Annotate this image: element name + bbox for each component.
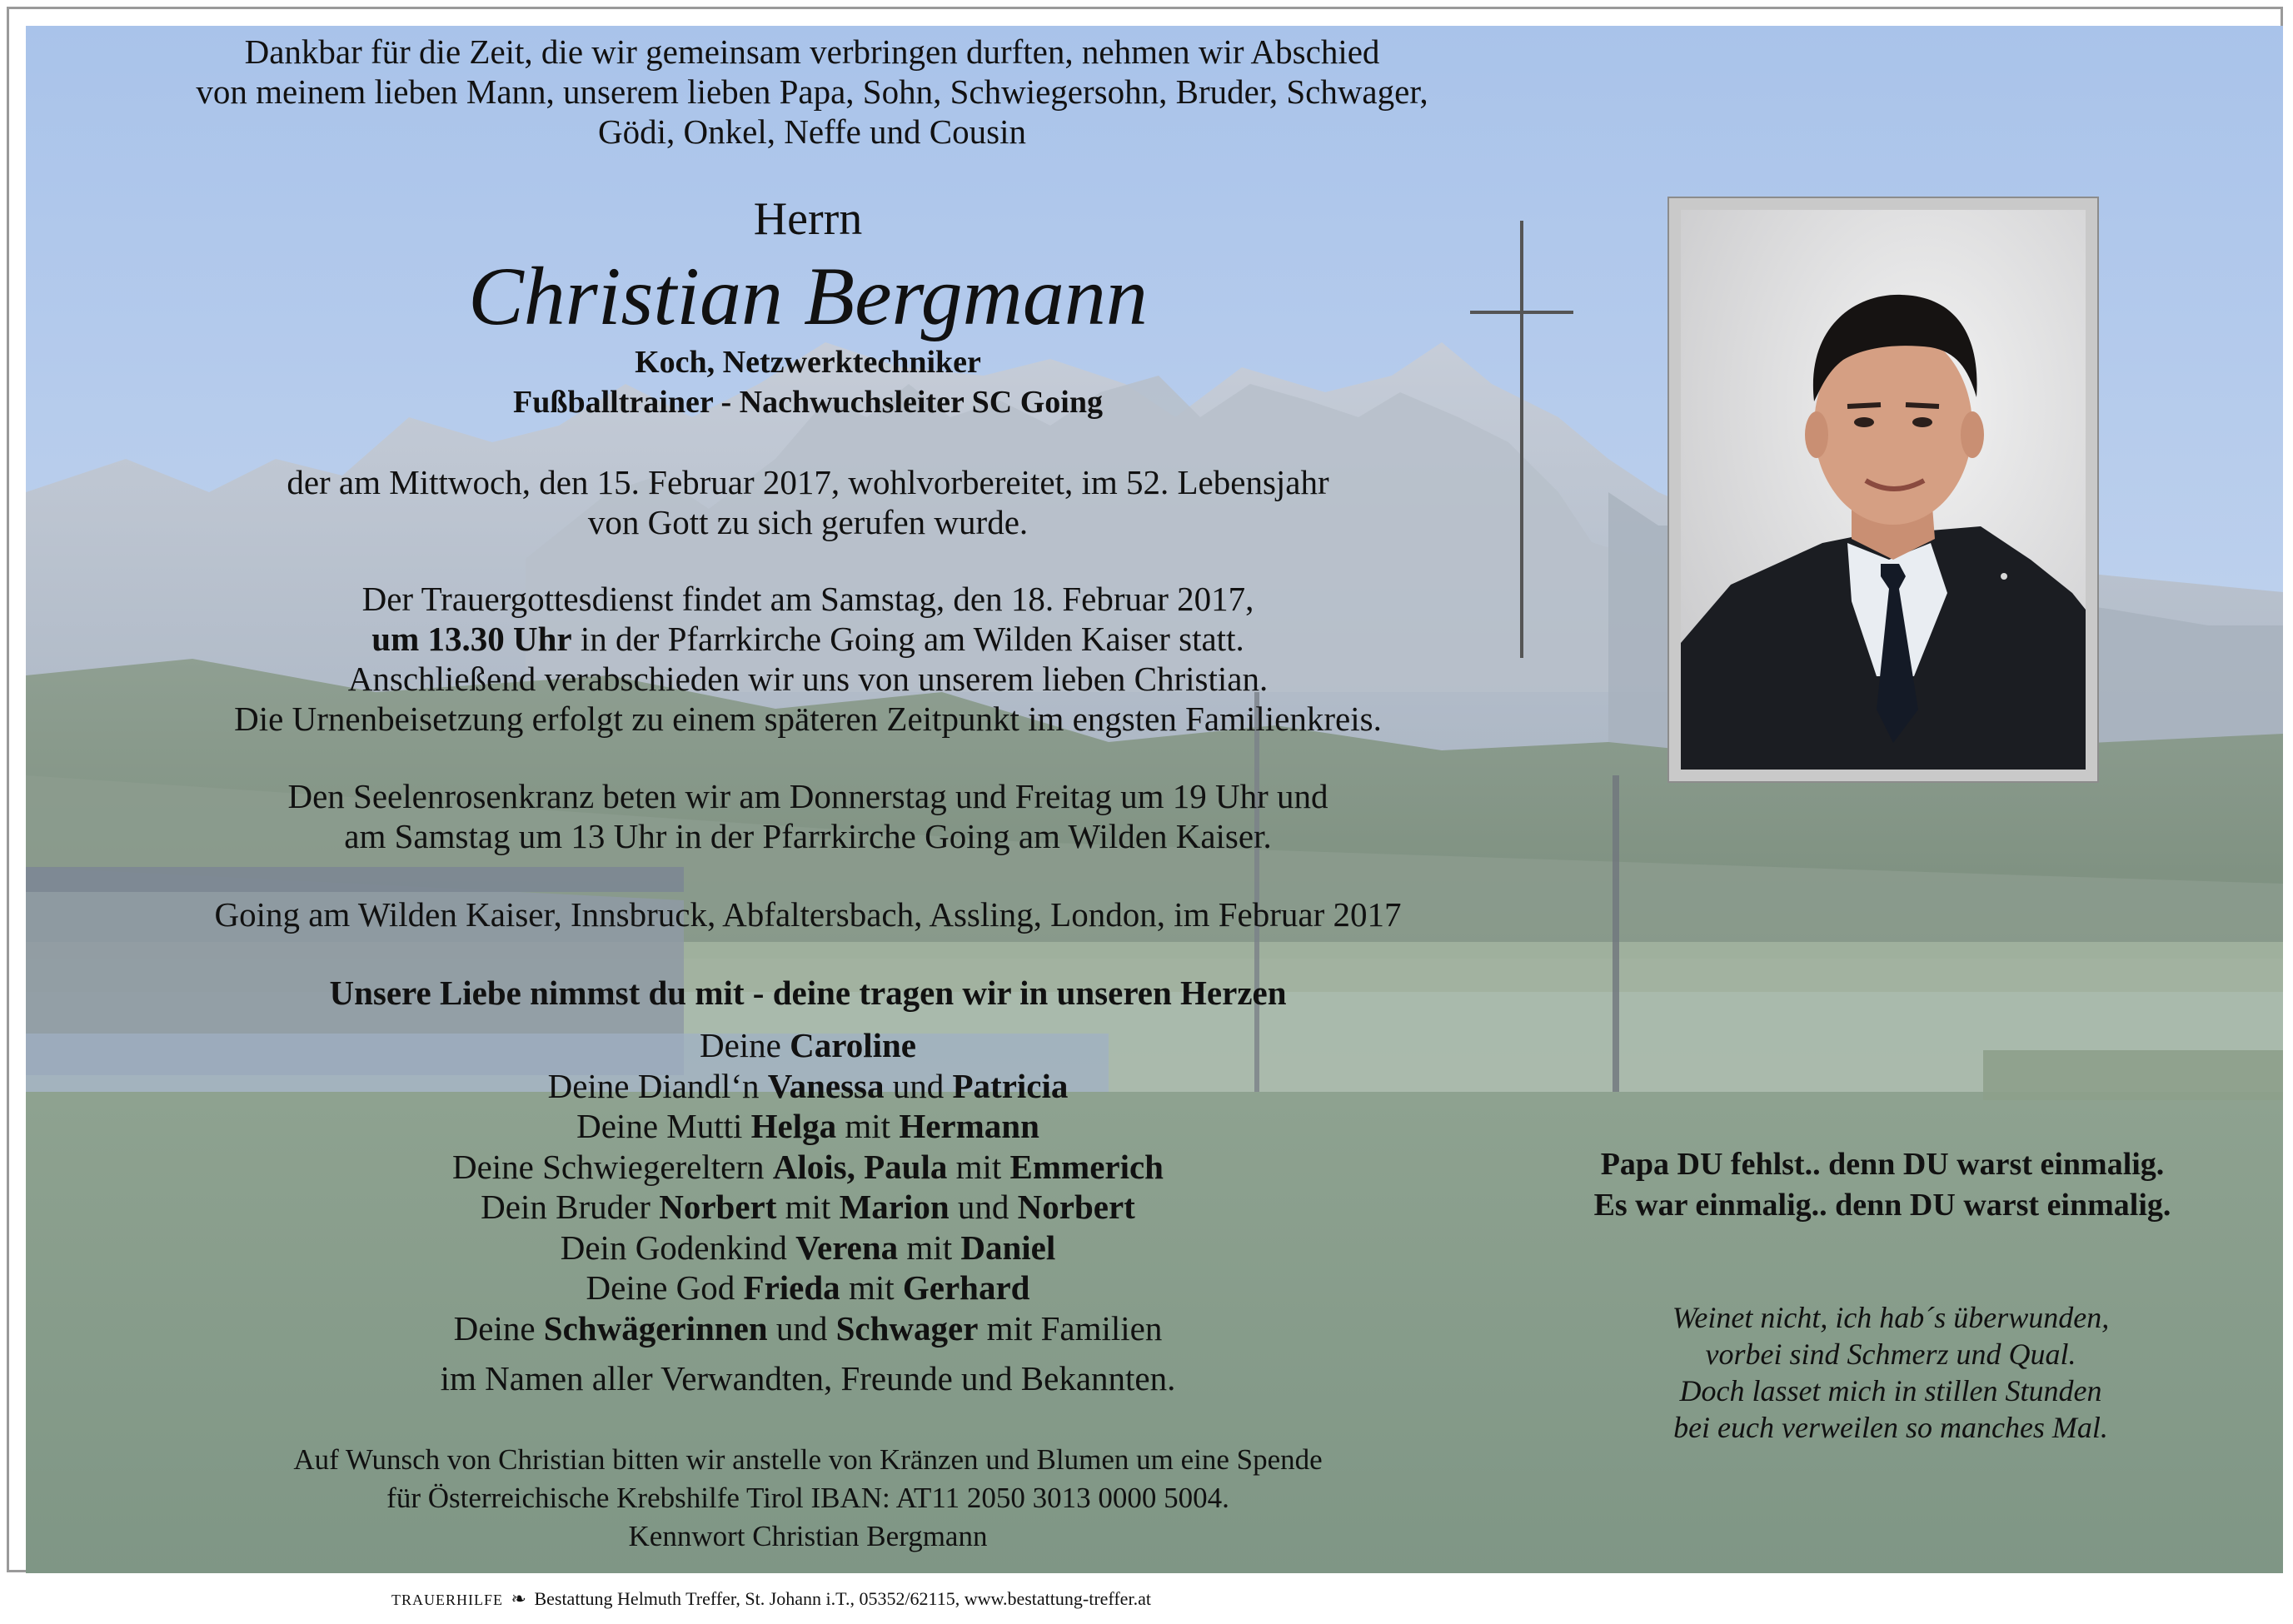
mourner-text: Deine Mutti bbox=[576, 1107, 751, 1145]
footer-text: Bestattung Helmuth Treffer, St. Johann i.T., 05352/62115, www.bestattung-treffer.at bbox=[534, 1588, 1151, 1609]
mourner-line bbox=[250, 1187, 1366, 1228]
salutation: Herrn bbox=[753, 193, 863, 245]
rosary-line: Den Seelenrosenkranz beten wir am Donnerstag und Freitag um 19 Uhr und bbox=[287, 777, 1328, 815]
intro-line: von meinem lieben Mann, unserem lieben Papa, Sohn, Schwiegersohn, Bruder, Schwager, bbox=[196, 72, 1428, 111]
service-place: in der Pfarrkirche Going am Wilden Kaiser statt. bbox=[571, 620, 1244, 658]
mourner-text: Dein Bruder bbox=[481, 1188, 660, 1226]
mourner-name: Alois, Paula bbox=[772, 1147, 948, 1186]
rosary-line: am Samstag um 13 Uhr in der Pfarrkirche Going am Wilden Kaiser. bbox=[344, 817, 1272, 855]
poem bbox=[1566, 1299, 2216, 1446]
mourner-text: mit Familien bbox=[978, 1308, 1163, 1348]
service-line: Anschließend verabschieden wir uns von unserem lieben Christian. bbox=[347, 660, 1269, 698]
places-date: Going am Wilden Kaiser, Innsbruck, Abfaltersbach, Assling, London, im Februar 2017 bbox=[214, 895, 1402, 934]
portrait-frame bbox=[1667, 197, 2099, 783]
donation-request bbox=[167, 1441, 1449, 1556]
cross-icon-bar bbox=[1470, 311, 1573, 314]
portrait-photo bbox=[1681, 210, 2086, 770]
mourner-text: Deine bbox=[699, 1026, 790, 1064]
intro-text bbox=[125, 32, 1499, 152]
mourner-name: Daniel bbox=[960, 1228, 1056, 1267]
cross-icon bbox=[1520, 221, 1523, 658]
mourner-text: mit bbox=[776, 1188, 840, 1226]
mourner-name: Hermann bbox=[899, 1107, 1039, 1145]
mourner-line bbox=[250, 1147, 1366, 1188]
service-info bbox=[125, 579, 1491, 739]
poem-line: vorbei sind Schmerz und Qual. bbox=[1705, 1338, 2076, 1371]
footer-brand: TRAUERHILFE bbox=[391, 1592, 503, 1608]
mourner-line bbox=[250, 1066, 1366, 1107]
mourner-text: Deine Schwiegereltern bbox=[451, 1147, 773, 1186]
mourner-text: und bbox=[884, 1066, 953, 1105]
mourner-name: Marion bbox=[839, 1188, 950, 1226]
mourner-text: mit bbox=[947, 1147, 1010, 1186]
footer bbox=[391, 1587, 1151, 1612]
donation-line: Auf Wunsch von Christian bitten wir anstelle von Kränzen und Blumen um eine Spende bbox=[293, 1443, 1323, 1476]
death-notice bbox=[167, 462, 1449, 542]
mourner-name: Patricia bbox=[952, 1066, 1069, 1105]
mourner-name: Norbert bbox=[1017, 1188, 1135, 1226]
mourner-text: mit bbox=[836, 1107, 900, 1145]
mourner-name: Frieda bbox=[743, 1268, 840, 1307]
papa-quote bbox=[1533, 1144, 2232, 1226]
mourner-text: mit bbox=[898, 1228, 961, 1267]
papa-quote-line: Papa DU fehlst.. denn DU warst einmalig. bbox=[1600, 1147, 2165, 1182]
mourner-name: Caroline bbox=[790, 1026, 916, 1064]
poem-line: Doch lasset mich in stillen Stunden bbox=[1679, 1374, 2102, 1407]
mourner-line bbox=[250, 1308, 1366, 1349]
mourner-text: und bbox=[949, 1188, 1018, 1226]
mourner-name: Schwager bbox=[835, 1308, 979, 1348]
mourner-name: Verena bbox=[795, 1228, 899, 1267]
mourner-text: Deine bbox=[453, 1308, 544, 1348]
mourners-list bbox=[250, 1025, 1366, 1399]
service-line bbox=[125, 619, 1491, 659]
donation-line: Kennwort Christian Bergmann bbox=[628, 1520, 988, 1552]
profession-line: Fußballtrainer - Nachwuchsleiter SC Going bbox=[513, 385, 1103, 420]
donation-line: für Österreichische Krebshilfe Tirol IBAN: AT11 2050 3013 0000 5004. bbox=[386, 1482, 1229, 1514]
mourner-name: Vanessa bbox=[767, 1066, 885, 1105]
intro-line: Gödi, Onkel, Neffe und Cousin bbox=[598, 112, 1026, 151]
mourner-line bbox=[250, 1106, 1366, 1147]
intro-line: Dankbar für die Zeit, die wir gemeinsam verbringen durften, nehmen wir Abschied bbox=[244, 32, 1380, 71]
service-line: Der Trauergottesdienst findet am Samstag, den 18. Februar 2017, bbox=[361, 580, 1254, 618]
mourner-name: Emmerich bbox=[1009, 1147, 1164, 1186]
deceased-name: Christian Bergmann bbox=[468, 250, 1148, 342]
rosary-info bbox=[125, 776, 1491, 856]
mourner-name: Schwägerinnen bbox=[543, 1308, 768, 1348]
service-line: Die Urnenbeisetzung erfolgt zu einem späteren Zeitpunkt im engsten Familienkreis. bbox=[234, 700, 1382, 738]
dove-icon: ❧ bbox=[511, 1588, 526, 1609]
mourner-line bbox=[250, 1228, 1366, 1268]
poem-line: bei euch verweilen so manches Mal. bbox=[1673, 1411, 2108, 1444]
mourner-text: Deine God bbox=[586, 1268, 744, 1307]
death-line: der am Mittwoch, den 15. Februar 2017, wohlvorbereitet, im 52. Lebensjahr bbox=[287, 463, 1329, 501]
mourner-text: mit bbox=[840, 1268, 903, 1307]
mourner-closing: im Namen aller Verwandten, Freunde und Bekannten. bbox=[440, 1359, 1176, 1397]
profession-line: Koch, Netzwerktechniker bbox=[635, 345, 981, 380]
motto: Unsere Liebe nimmst du mit - deine tragen wir in unseren Herzen bbox=[329, 974, 1287, 1012]
portrait-illustration bbox=[1681, 210, 2086, 770]
mourner-text: und bbox=[767, 1308, 836, 1348]
papa-quote-line: Es war einmalig.. denn DU warst einmalig. bbox=[1593, 1188, 2171, 1223]
mourner-line bbox=[250, 1268, 1366, 1308]
mourner-name: Helga bbox=[750, 1107, 837, 1145]
mourner-line bbox=[250, 1025, 1366, 1066]
mourner-name: Gerhard bbox=[902, 1268, 1030, 1307]
poem-line: Weinet nicht, ich hab´s überwunden, bbox=[1672, 1301, 2110, 1334]
mourner-text: Dein Godenkind bbox=[560, 1228, 796, 1267]
death-line: von Gott zu sich gerufen wurde. bbox=[587, 503, 1029, 541]
service-time: um 13.30 Uhr bbox=[371, 620, 572, 658]
mourner-name: Norbert bbox=[659, 1188, 777, 1226]
mourner-text: Deine Diandl‘n bbox=[547, 1066, 768, 1105]
